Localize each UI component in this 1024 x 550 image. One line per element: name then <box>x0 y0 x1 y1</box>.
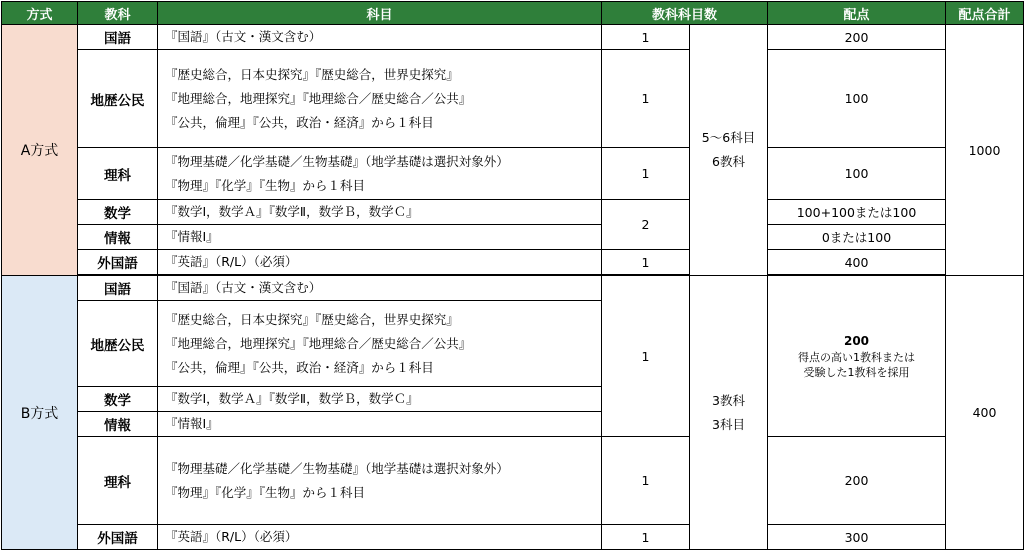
item-line: 『地理総合，地理探究』『地理総合／歴史総合／公共』 <box>165 90 472 106</box>
exam-subject-table <box>1 1 1024 550</box>
items-cell <box>158 276 602 301</box>
count-cell: 2 <box>602 200 690 250</box>
table-row <box>2 148 1024 200</box>
item-line: 『英語』（R/L）（必須） <box>165 529 298 544</box>
header-points: 配点 <box>768 2 946 25</box>
method-a-label: A方式 <box>2 25 78 276</box>
count-cell: 1 <box>602 525 690 550</box>
item-line: 『情報Ⅰ』 <box>165 416 219 431</box>
subject-cell: 外国語 <box>78 250 158 275</box>
header-total: 配点合計 <box>946 2 1024 25</box>
subject-cell: 地歴公民 <box>78 50 158 148</box>
table-row <box>2 25 1024 50</box>
items-cell <box>158 301 602 387</box>
count-cell: 1 <box>602 25 690 50</box>
item-line: 『地理総合，地理探究』『地理総合／歴史総合／公共』 <box>165 335 472 351</box>
count-cell: 1 <box>602 148 690 200</box>
method-b-count <box>690 276 768 550</box>
item-line: 『公共，倫理』『公共，政治・経済』から１科目 <box>165 359 434 375</box>
items-cell <box>158 200 602 225</box>
points-cell: 0または100 <box>768 225 946 250</box>
table-row <box>2 525 1024 550</box>
items-cell <box>158 412 602 437</box>
header-items: 科目 <box>158 2 602 25</box>
subject-cell: 外国語 <box>78 525 158 550</box>
subject-cell: 情報 <box>78 412 158 437</box>
method-a-total: 1000 <box>946 25 1024 276</box>
table-row <box>2 437 1024 525</box>
count-line: 5〜6科目 <box>701 130 756 145</box>
method-b-total: 400 <box>946 276 1024 550</box>
item-line: 『公共，倫理』『公共，政治・経済』から１科目 <box>165 114 434 130</box>
method-a-count <box>690 25 768 276</box>
item-line: 『物理基礎／化学基礎／生物基礎』（地学基礎は選択対象外） <box>165 153 509 169</box>
count-cell: 1 <box>602 437 690 525</box>
method-b-label: B方式 <box>2 276 78 550</box>
table-row <box>2 200 1024 225</box>
subject-cell: 情報 <box>78 225 158 250</box>
item-line: 『情報Ⅰ』 <box>165 229 219 244</box>
items-cell <box>158 437 602 525</box>
table-row <box>2 225 1024 250</box>
subject-cell: 国語 <box>78 25 158 50</box>
count-line: 3科目 <box>712 416 745 432</box>
table-row <box>2 250 1024 275</box>
points-cell <box>768 276 946 437</box>
item-line: 『歴史総合，日本史探究』『歴史総合，世界史探究』 <box>165 311 459 327</box>
count-cell: 1 <box>602 250 690 275</box>
subject-cell: 数学 <box>78 200 158 225</box>
items-cell <box>158 525 602 550</box>
points-cell: 400 <box>768 250 946 275</box>
points-cell: 200 <box>768 437 946 525</box>
item-line: 『数学Ⅰ，数学Ａ』『数学Ⅱ，数学Ｂ，数学Ｃ』 <box>165 204 419 219</box>
item-line: 『国語』（古文・漢文含む） <box>165 29 322 44</box>
count-cell: 1 <box>602 50 690 148</box>
points-main: 200 <box>843 333 870 348</box>
item-line: 『物理基礎／化学基礎／生物基礎』（地学基礎は選択対象外） <box>165 460 509 476</box>
table-row <box>2 50 1024 148</box>
item-line: 『歴史総合，日本史探究』『歴史総合，世界史探究』 <box>165 66 459 82</box>
header-subject: 教科 <box>78 2 158 25</box>
header-count: 教科科目数 <box>602 2 768 25</box>
count-line: 3教科 <box>712 392 745 408</box>
points-cell: 100+100または100 <box>768 200 946 225</box>
subject-cell: 地歴公民 <box>78 301 158 387</box>
subject-cell: 国語 <box>78 276 158 301</box>
items-cell <box>158 387 602 412</box>
table-row <box>2 276 1024 301</box>
points-cell: 300 <box>768 525 946 550</box>
header-method: 方式 <box>2 2 78 25</box>
points-cell: 100 <box>768 148 946 200</box>
points-cell: 200 <box>768 25 946 50</box>
subject-cell: 数学 <box>78 387 158 412</box>
points-cell: 100 <box>768 50 946 148</box>
points-note: 受験した1教科を採用 <box>803 365 910 379</box>
points-note: 得点の高い1教科または <box>798 350 916 364</box>
count-cell: 1 <box>602 276 690 437</box>
items-cell <box>158 148 602 200</box>
header-row <box>2 2 1024 25</box>
items-cell <box>158 50 602 148</box>
count-line: 6教科 <box>712 154 745 169</box>
item-line: 『物理』『化学』『生物』から１科目 <box>165 484 366 500</box>
item-line: 『物理』『化学』『生物』から１科目 <box>165 177 366 193</box>
subject-cell: 理科 <box>78 148 158 200</box>
subject-cell: 理科 <box>78 437 158 525</box>
items-cell <box>158 225 602 250</box>
item-line: 『数学Ⅰ，数学Ａ』『数学Ⅱ，数学Ｂ，数学Ｃ』 <box>165 391 419 406</box>
items-cell <box>158 250 602 275</box>
item-line: 『英語』（R/L）（必須） <box>165 254 298 269</box>
item-line: 『国語』（古文・漢文含む） <box>165 280 322 295</box>
items-cell <box>158 25 602 50</box>
